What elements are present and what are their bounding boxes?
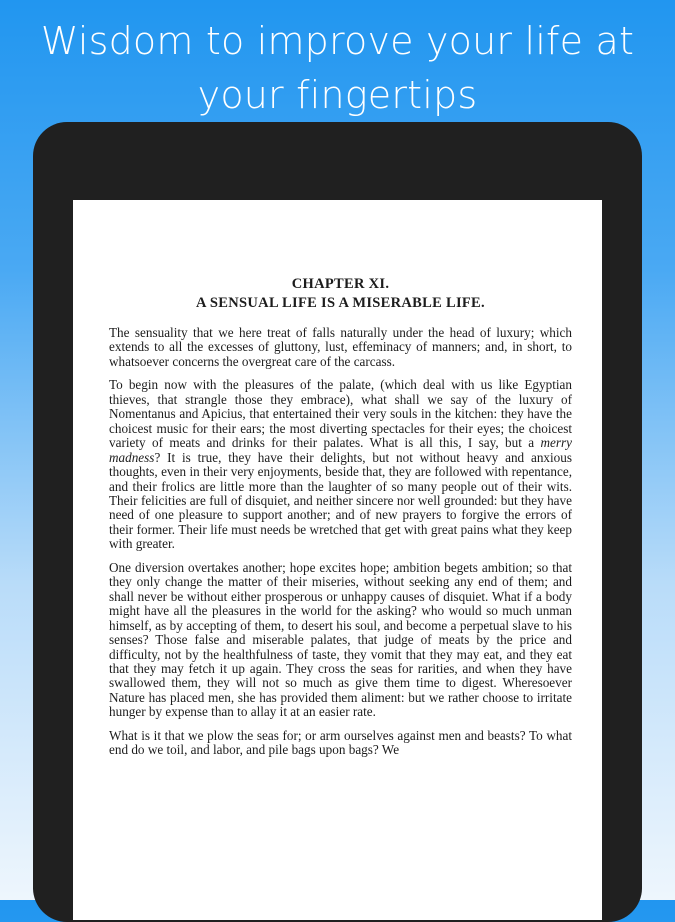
paragraph-text: ? It is true, they have their delights, but not without heavy and anxious thoughts, even in their very enjoyments, beside that, they are followed with repentance, and their frolics are little more than the laughter of so many people out of their wits. Their felicities are full of disquiet, and neither sincere nor well grounded: but they have need of one pleasure to support another; and of new prayers to forgive the errors of their former. Their life must needs be wretched that get with great pains what they keep with greater. [109, 449, 572, 552]
tablet-frame [33, 122, 642, 922]
paragraph: What is it that we plow the seas for; or arm ourselves against men and beasts? To what end do we toil, and labor, and pile bags upon bags? We [109, 727, 572, 758]
paragraph: One diversion overtakes another; hope excites hope; ambition begets ambition; so that they only change the matter of their miseries, without seeking any end of them; and shall never be without either prosperous or unhappy causes of disquiet. What if a body might have all the pleasures in the world for the asking? who would so much unman himself, as by accepting of them, to desert his soul, and become a perpetual slave to his senses? Those false and miserable palates, that judge of meats by the price and difficulty, not by the healthfulness of taste, they vomit that they may eat, and they eat that they may fetch it up again. They cross the seas for rarities, and when they have swallowed them, they will not so much as give them time to digest. Wheresoever Nature has placed men, she has provided them aliment: but we rather choose to irritate hunger by expense than to allay it at an easier rate. [109, 559, 572, 720]
chapter-number: CHAPTER XI. [291, 276, 390, 292]
italic-phrase: merry madness [109, 435, 572, 465]
chapter-title: A SENSUAL LIFE IS A MISERABLE LIFE. [196, 295, 485, 311]
book-page [109, 275, 572, 767]
promo-headline: Wisdom to improve your life at your fingertips [40, 19, 635, 117]
paragraph [109, 378, 572, 551]
paragraph-text: To begin now with the pleasures of the palate, (which deal with us like Egyptian thieves, that strangle those they embrace), what shall we say of the luxury of Nomentanus and Apicius, that entertained their very souls in the kitchen: they have the choicest music for their ears; the most diverting spectacles for their eyes; the choicest variety of meats and drinks for their palates. What is all this, I say, but a [109, 377, 572, 451]
paragraph: The sensuality that we here treat of falls naturally under the head of luxury; which extends to all the excesses of gluttony, lust, effeminacy of manners; and, in short, to whatsoever concerns the overgreat care of the carcass. [109, 325, 572, 369]
reader-screen[interactable] [73, 200, 602, 920]
